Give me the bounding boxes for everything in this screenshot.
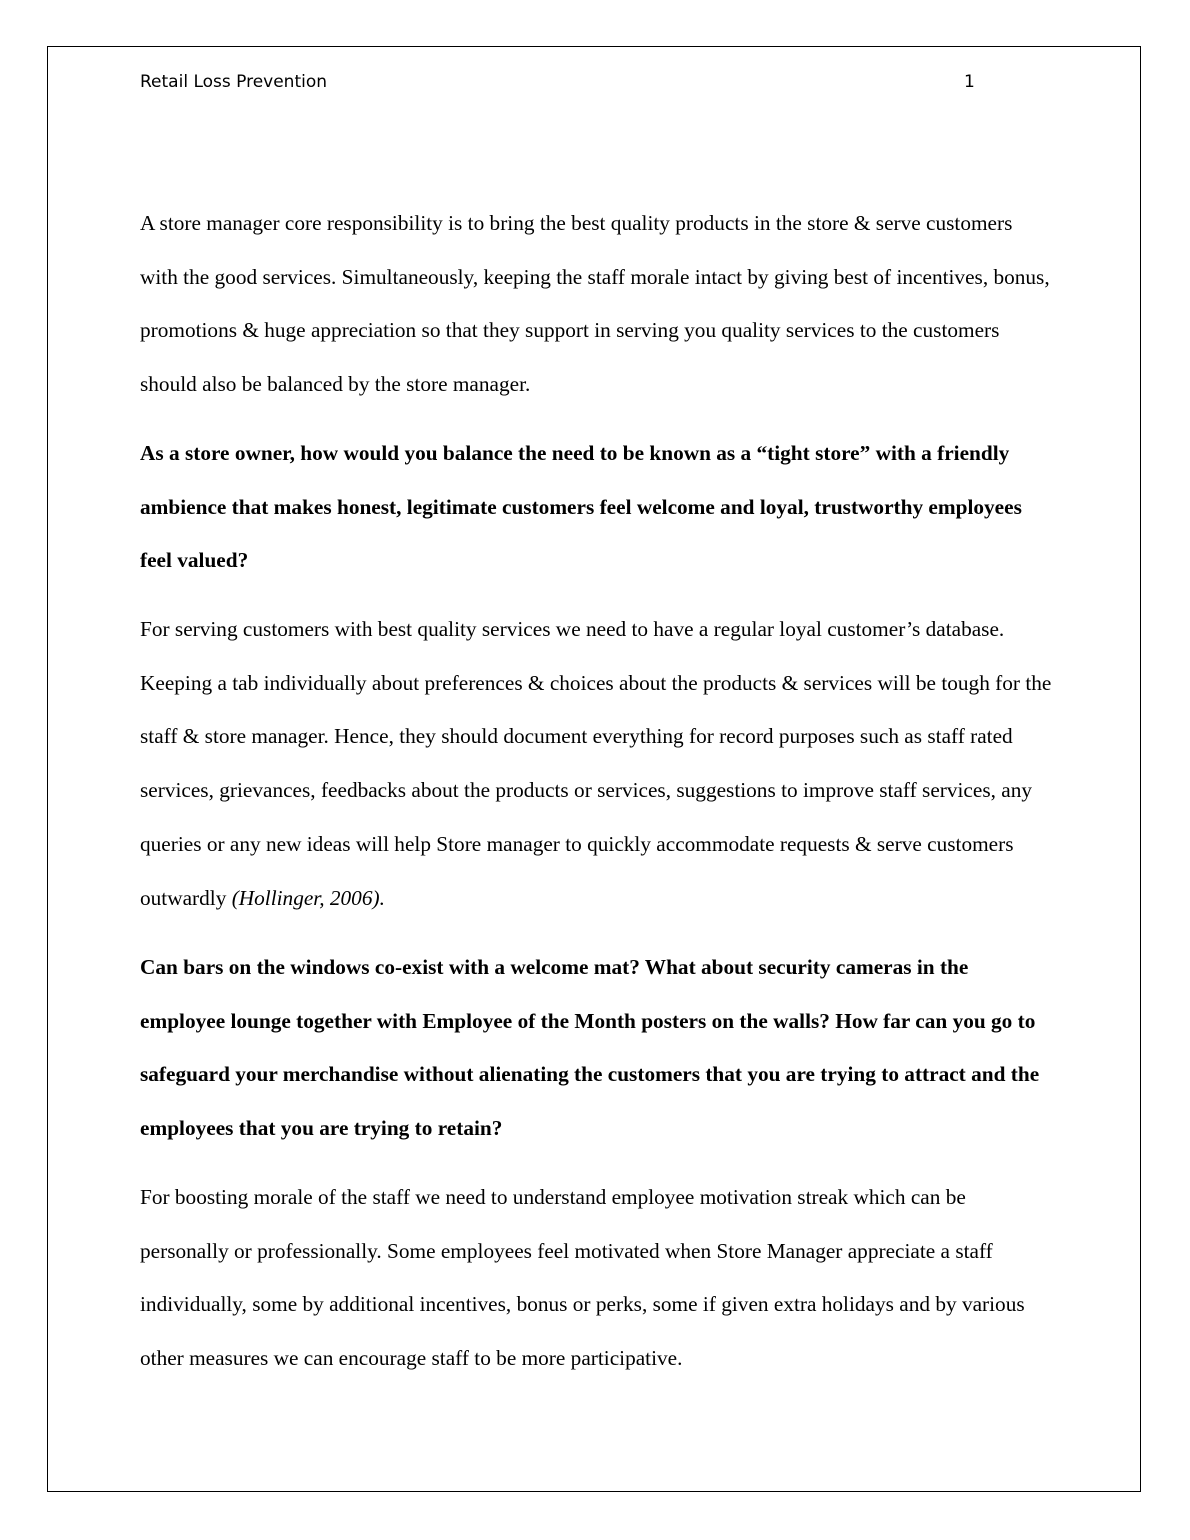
question-heading-1: As a store owner, how would you balance the need to be known as a “tight store” with a friendly ambience that makes honest, legitimate customers feel welcome and loyal, trustworthy employees feel valued? [140, 441, 1022, 573]
body-paragraph-2 [140, 603, 1055, 925]
citation: (Hollinger, 2006). [231, 885, 385, 910]
body-paragraph-3: For boosting morale of the staff we need to understand employee motivation streak which can be personally or professionally. Some employees feel motivated when Store Manager appreciate a staff individually, some by additional incentives, bonus or perks, some if given extra holidays and by various other measures we can encourage staff to be more participative. [140, 1185, 1025, 1371]
page-number: 1 [964, 72, 975, 92]
question-heading-2: Can bars on the windows co-exist with a welcome mat? What about security cameras in the employee lounge together with Employee of the Month posters on the walls? How far can you go to safeguard your merchandise without alienating the customers that you are trying to attract and the employees that you are trying to retain? [140, 955, 1040, 1141]
body-paragraph-2-text: For serving customers with best quality services we need to have a regular loyal customer’s database. Keeping a tab individually about preferences & choices about the products & services will be tough for the staff & store manager. Hence, they should document everything for record purposes such as staff rated services, grievances, feedbacks about the products or services, suggestions to improve staff services, any queries or any new ideas will help Store manager to quickly accommodate requests & serve customers outwardly [140, 617, 1052, 910]
running-head: Retail Loss Prevention [140, 72, 328, 92]
body-paragraph-1: A store manager core responsibility is to bring the best quality products in the store & serve customers with the good services. Simultaneously, keeping the staff morale intact by giving best of incentives, bonus, promotions & huge appreciation so that they support in serving you quality services to the customers should also be balanced by the store manager. [140, 211, 1050, 397]
